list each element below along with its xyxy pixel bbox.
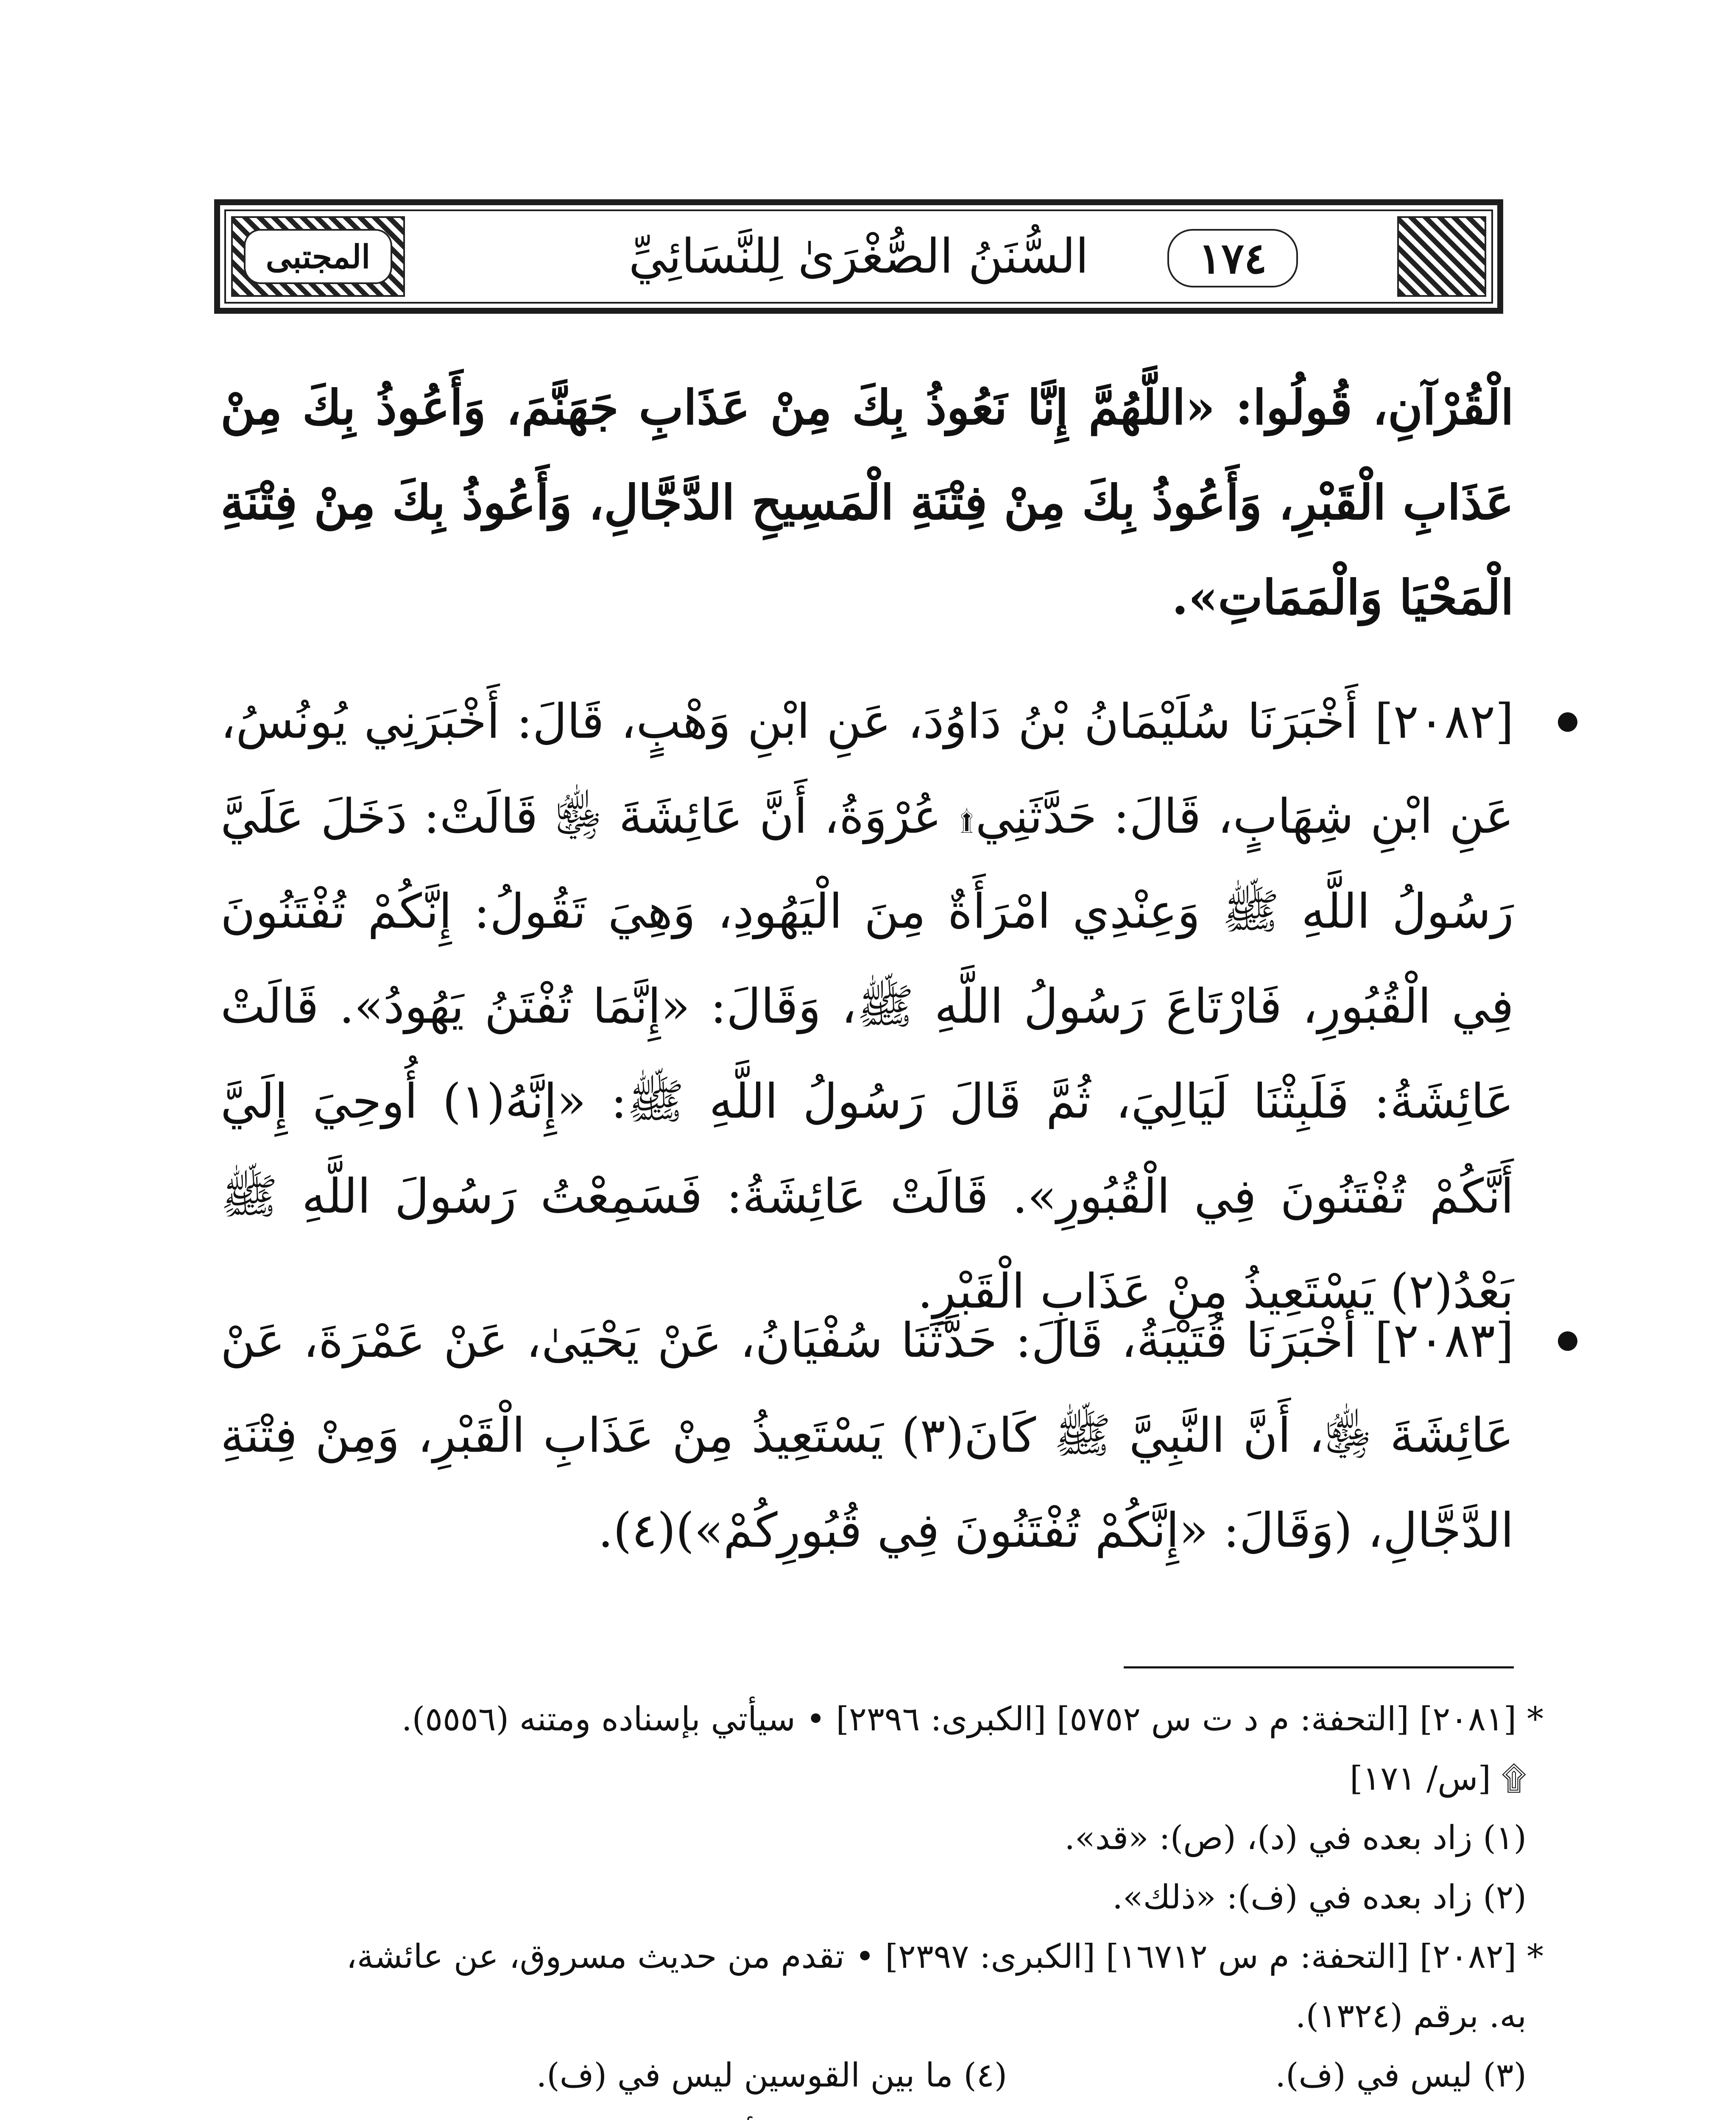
footnote-1: (١) زاد بعده في (د)، (ص): «قد». [1064, 1819, 1527, 1857]
hadith-2082 [220, 674, 1514, 1339]
bullet-icon [1558, 712, 1577, 732]
footnotes-3-4 [297, 2056, 1527, 2095]
footnote-2081: * [٢٠٨١] [التحفة: م د ت س ٥٧٥٢] [الكبرى: ٢٣٩٦] • سيأتي بإسناده ومتنه (٥٥٥٦). [401, 1700, 1543, 1738]
footnote-4: (٤) ما بين القوسين ليس في (ف). [536, 2056, 1008, 2095]
bullet-icon [1558, 1331, 1577, 1351]
footnote-2082-cont: به. برقم (١٣٢٤). [1295, 1997, 1527, 2035]
header-ornament-left [231, 216, 405, 297]
header-ornament-right [1397, 216, 1486, 297]
header-title: السُّنَنُ الصُّغْرَىٰ لِلنَّسَائِيِّ [628, 229, 1089, 284]
footnote-divider [1124, 1666, 1514, 1668]
ornament-label: المجتبى [265, 237, 371, 276]
footnote-2082: * [٢٠٨٢] [التحفة: م س ١٦٧١٢] [الكبرى: ٢٣٩٧] • تقدم من حديث مسروق، عن عائشة، [346, 1938, 1543, 1976]
hadith-2083 [220, 1293, 1514, 1578]
paragraph-1 [220, 360, 1514, 645]
hadith-2082-text: [٢٠٨٢] أَخْبَرَنَا سُلَيْمَانُ بْنُ دَاوُدَ، عَنِ ابْنِ وَهْبٍ، قَالَ: أَخْبَرَنِي يُونُسُ، عَنِ ابْنِ شِهَابٍ، قَالَ: حَدَّثَنِي۩ عُرْوَةُ، أَنَّ عَائِشَةَ ﵂ قَالَتْ: دَخَلَ عَلَيَّ رَسُولُ اللَّهِ ﷺ وَعِنْدِي امْرَأَةٌ مِنَ الْيَهُودِ، وَهِيَ تَقُولُ: إِنَّكُمْ تُفْتَنُونَ فِي الْقُبُورِ، فَارْتَاعَ رَسُولُ اللَّهِ ﷺ، وَقَالَ: «إِنَّمَا تُفْتَنُ يَهُودُ». قَالَتْ عَائِشَةُ: فَلَبِثْنَا لَيَالِيَ، ثُمَّ قَالَ رَسُولُ اللَّهِ ﷺ: «إِنَّهُ(١) أُوحِيَ إِلَيَّ أَنَّكُمْ تُفْتَنُونَ فِي الْقُبُورِ». قَالَتْ عَائِشَةُ: فَسَمِعْتُ رَسُولَ اللَّهِ ﷺ بَعْدُ(٢) يَسْتَعِيذُ مِنْ عَذَابِ الْقَبْرِ. [220, 694, 1514, 1319]
hadith-2083-text: [٢٠٨٣] أَخْبَرَنَا قُتَيْبَةُ، قَالَ: حَدَّثَنَا سُفْيَانُ، عَنْ يَحْيَىٰ، عَنْ عَمْرَةَ، عَنْ عَائِشَةَ ﵂، أَنَّ النَّبِيَّ ﷺ كَانَ(٣) يَسْتَعِيذُ مِنْ عَذَابِ الْقَبْرِ، وَمِنْ فِتْنَةِ الدَّجَّالِ، (وَقَالَ: «إِنَّكُمْ تُفْتَنُونَ فِي قُبُورِكُمْ»)(٤). [220, 1313, 1514, 1558]
footnote-3: (٣) ليس في (ف). [1275, 2056, 1527, 2095]
footnote-2: (٢) زاد بعده في (ف): «ذلك». [1112, 1878, 1527, 1916]
page-number: ١٧٤ [1167, 229, 1298, 287]
ornament-label-box [244, 229, 392, 284]
paragraph-1-text: الْقُرْآنِ، قُولُوا: «اللَّهُمَّ إِنَّا نَعُوذُ بِكَ مِنْ عَذَابِ جَهَنَّمَ، وَأَعُوذُ بِكَ مِنْ عَذَابِ الْقَبْرِ، وَأَعُوذُ بِكَ مِنْ فِتْنَةِ الْمَسِيحِ الدَّجَّالِ، وَأَعُوذُ بِكَ مِنْ فِتْنَةِ الْمَحْيَا وَالْمَمَاتِ». [220, 380, 1514, 625]
footnote-page-ref: ۩ [س/ ١٧١] [1350, 1760, 1527, 1798]
page-header [214, 199, 1503, 314]
